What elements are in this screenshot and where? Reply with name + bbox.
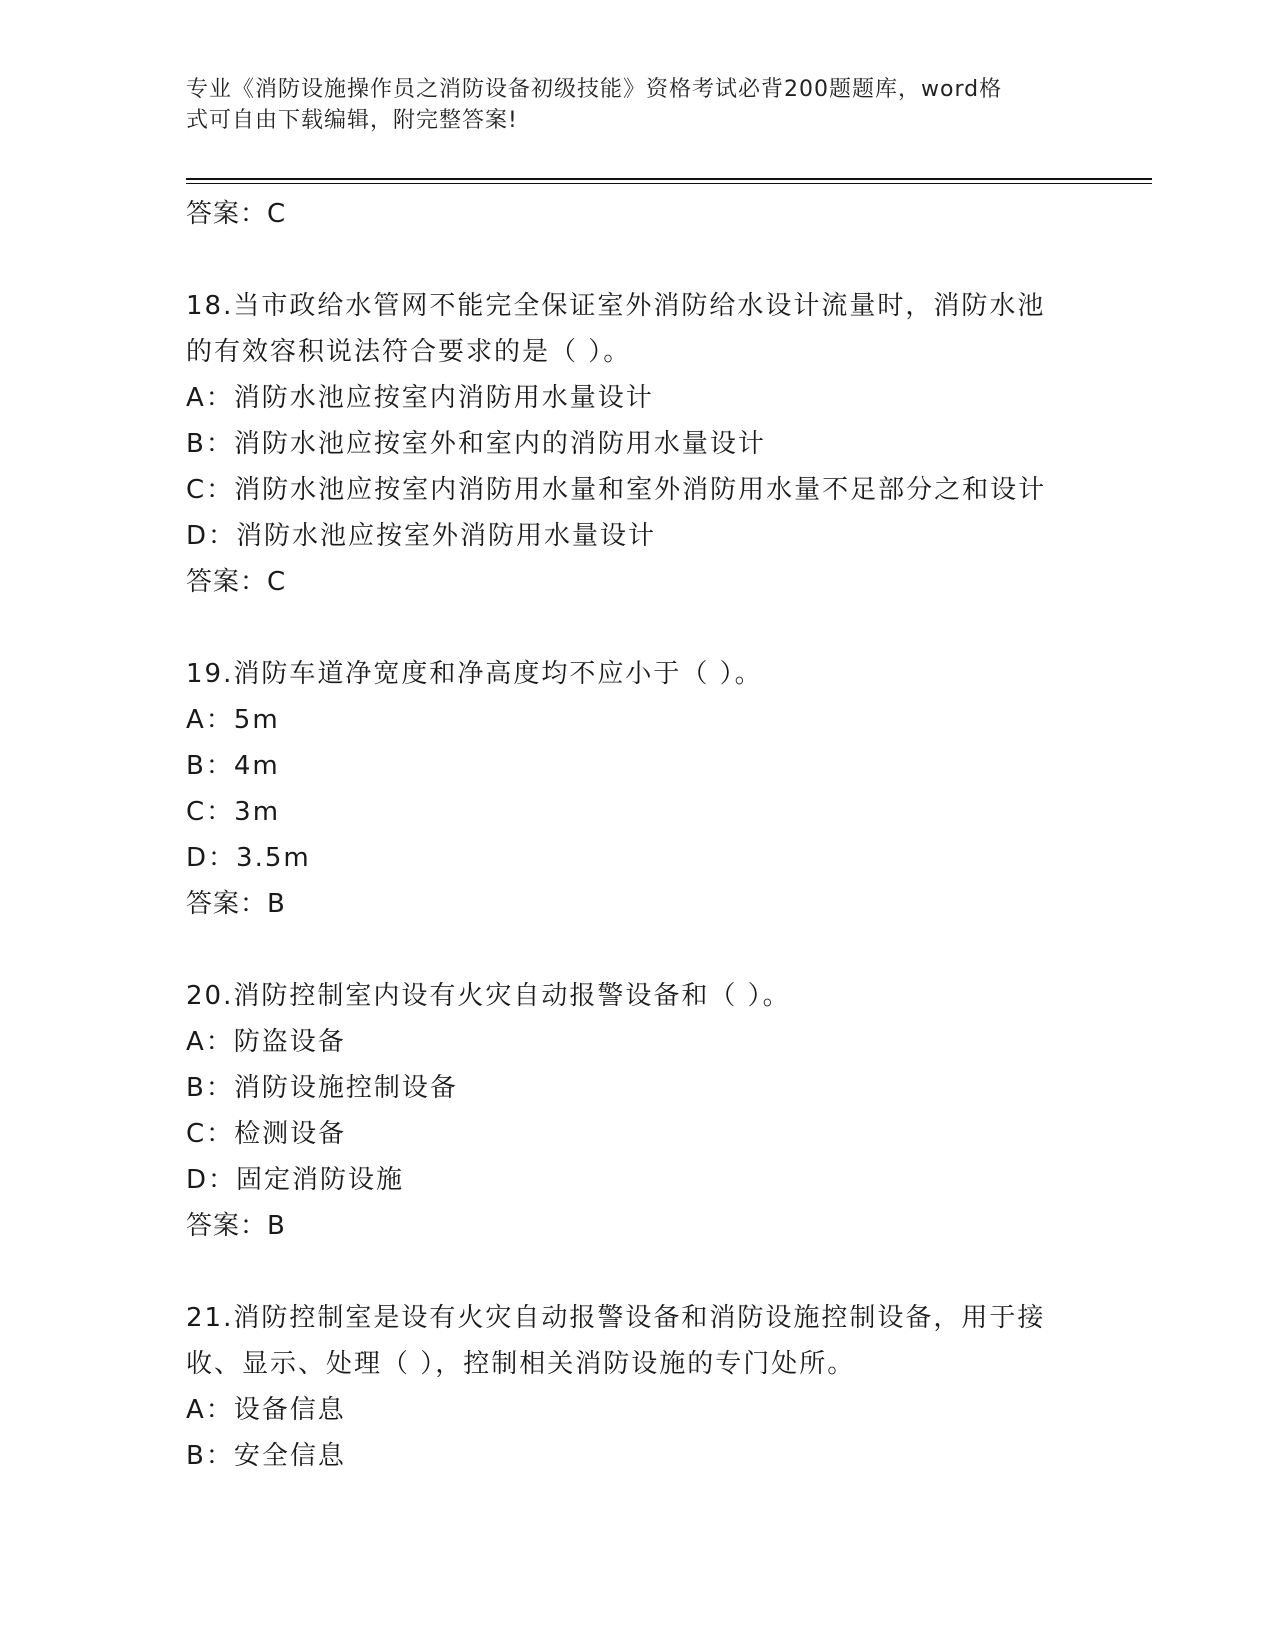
spacer (186, 927, 1086, 973)
question-19-option-c: C：3m (186, 797, 281, 827)
document-header (186, 74, 1066, 136)
question-20-option-b: B：消防设施控制设备 (186, 1073, 458, 1103)
question-19-stem-line-1: 19.消防车道净宽度和净高度均不应小于（ ）。 (186, 659, 763, 689)
question-21-option-b: B：安全信息 (186, 1441, 346, 1471)
question-18-option-b: B：消防水池应按室外和室内的消防用水量设计 (186, 429, 766, 459)
question-20-option-d: D：固定消防设施 (186, 1165, 405, 1195)
question-21-stem-line-1: 21.消防控制室是设有火灾自动报警设备和消防设施控制设备，用于接 (186, 1303, 1046, 1333)
question-20-option-c: C：检测设备 (186, 1119, 347, 1149)
spacer (186, 1249, 1086, 1295)
question-19-option-a: A：5m (186, 705, 280, 735)
question-18-stem-line-1: 18.当市政给水管网不能完全保证室外消防给水设计流量时，消防水池 (186, 291, 1046, 321)
answer-18: 答案：C (186, 567, 287, 597)
question-20-stem-line-1: 20.消防控制室内设有火灾自动报警设备和（ ）。 (186, 981, 791, 1011)
answer-19: 答案：B (186, 889, 286, 919)
question-content (186, 191, 1086, 1479)
answer-17: 答案：C (186, 199, 287, 229)
question-21-stem-line-2: 收、显示、处理（ ），控制相关消防设施的专门处所。 (186, 1349, 856, 1379)
question-18-option-a: A：消防水池应按室内消防用水量设计 (186, 383, 654, 413)
header-divider-thin (186, 183, 1152, 184)
header-line-2: 式可自由下载编辑，附完整答案! (186, 108, 518, 133)
spacer (186, 237, 1086, 283)
question-18-option-c: C：消防水池应按室内消防用水量和室外消防用水量不足部分之和设计 (186, 475, 1047, 505)
header-line-1: 专业《消防设施操作员之消防设备初级技能》资格考试必背200题题库，word格 (186, 77, 1003, 102)
question-18-stem-line-2: 的有效容积说法符合要求的是（ ）。 (186, 337, 632, 367)
question-21-option-a: A：设备信息 (186, 1395, 346, 1425)
question-20-option-a: A：防盗设备 (186, 1027, 346, 1057)
question-19-option-d: D：3.5m (186, 843, 311, 873)
question-18-option-d: D：消防水池应按室外消防用水量设计 (186, 521, 657, 551)
question-19-option-b: B：4m (186, 751, 280, 781)
header-divider-thick (186, 178, 1152, 180)
spacer (186, 605, 1086, 651)
answer-20: 答案：B (186, 1211, 286, 1241)
